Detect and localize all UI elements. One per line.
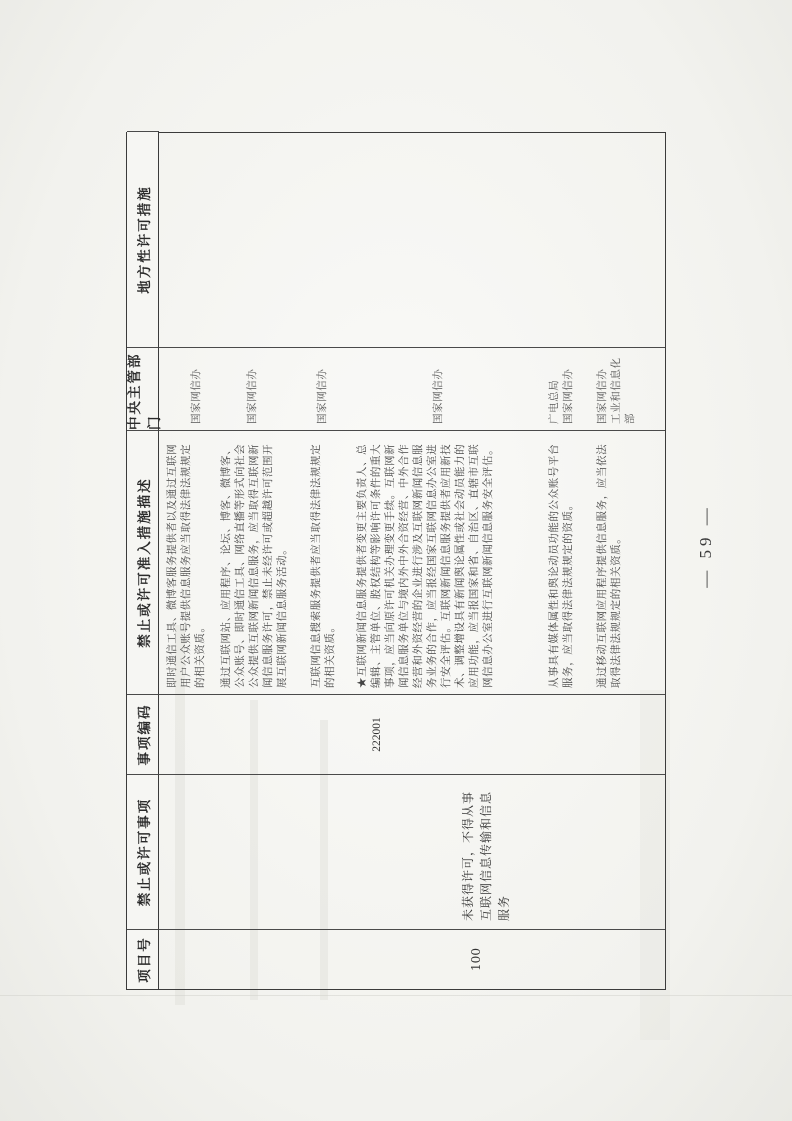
page-number: — 59 — bbox=[696, 504, 715, 588]
header-local-measures: 地方性许可措施 bbox=[127, 131, 159, 347]
header-item-code: 事项编码 bbox=[127, 694, 159, 774]
measure-text-3: 互联网信息搜索服务提供者应当取得法律法规规定的相关资质。 bbox=[310, 443, 336, 688]
rotated-table-wrapper bbox=[126, 132, 666, 990]
measure-text-6: 通过移动互联网应用程序提供信息服务，应当依法取得法律法规规定的相关资质。 bbox=[596, 443, 622, 688]
bleed-through-rule bbox=[0, 995, 792, 996]
dept-5: 广电总局 国家网信办 bbox=[548, 368, 574, 424]
market-access-table bbox=[126, 132, 666, 990]
dept-4: 国家网信办 bbox=[432, 368, 444, 424]
item-code: 222001 bbox=[371, 717, 383, 752]
col-central-dept bbox=[159, 347, 665, 430]
header-project-number: 项目号 bbox=[127, 929, 159, 989]
measure-text-4: ★互联网新闻信息服务提供者变更主要负责人、总编辑、主管单位、股权结构等影响许可条件的重大事项，应当向原许可机关办理变更手续。互联网新闻信息服务单位与境内外中外合资经营、中外合作经营和外资经营的企业进行涉及互联网新闻信息服务业务的合作，应当报经国家互联网信息办公室进行安全评估。互联网新闻信息服务提供者应用新技术、调整增设具有新闻舆论属性或社会动员能力的应用功能，应当报国家和省、自治区、直辖市互联网信息办公室进行互联网新闻信息服务安全评估。 bbox=[356, 443, 494, 688]
header-central-dept: 中央主管部门 bbox=[127, 347, 159, 430]
col-measures bbox=[159, 430, 665, 694]
measure-text-5: 从事具有媒体属性和舆论动员功能的公众账号平台服务，应当取得法律法规规定的资质。 bbox=[548, 443, 574, 688]
header-measures: 禁止或许可准入措施描述 bbox=[127, 430, 159, 694]
col-project-number bbox=[159, 929, 665, 989]
header-item: 禁止或许可事项 bbox=[127, 774, 159, 929]
project-number: 100 bbox=[469, 948, 483, 971]
dept-2: 国家网信办 bbox=[246, 368, 258, 424]
col-local-measures bbox=[159, 131, 665, 347]
col-item bbox=[159, 774, 665, 929]
col-item-code bbox=[159, 694, 665, 774]
dept-3: 国家网信办 bbox=[316, 368, 328, 424]
measure-text-1: 即时通信工具、微博客服务提供者以及通过互联网用户公众账号提供信息服务应当取得法律法规规定的相关资质。 bbox=[166, 443, 206, 688]
dept-6: 国家网信办 工业和信息化部 bbox=[596, 357, 636, 424]
item-name: 未获得许可，不得从事互联网信息传输和信息服务 bbox=[461, 790, 511, 921]
measure-text-2: 通过互联网站、应用程序、论坛、博客、微博客、公众账号、即时通信工具、网络直播等形式向社会公众提供互联网新闻信息服务，应当取得互联网新闻信息服务许可，禁止未经许可或超越许可范围开展互联网新闻信息服务活动。 bbox=[220, 443, 288, 688]
dept-1: 国家网信办 bbox=[190, 368, 202, 424]
